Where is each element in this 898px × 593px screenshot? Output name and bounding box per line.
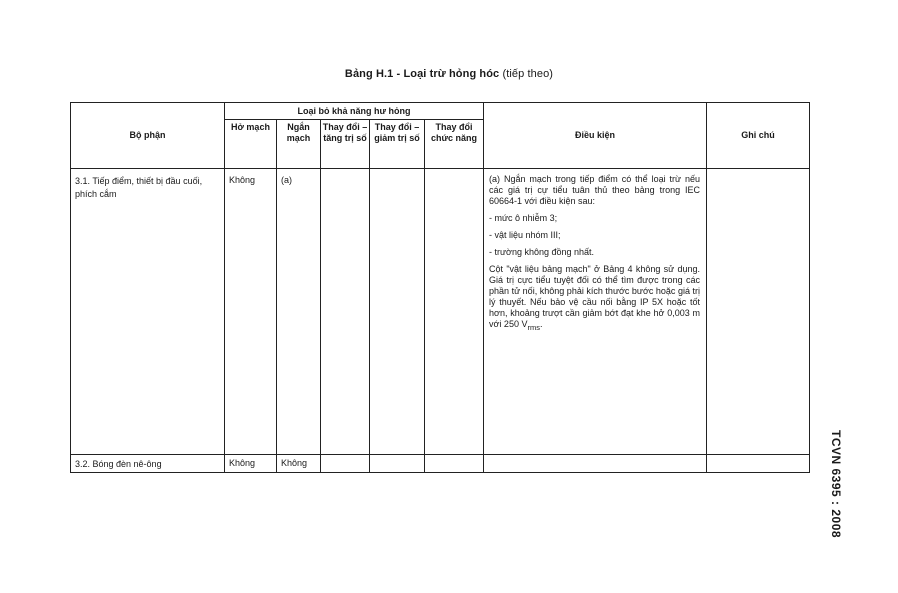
- row1-condition: [484, 169, 707, 455]
- condition-paragraph-b-end: .: [539, 319, 543, 329]
- table-row: [71, 169, 810, 455]
- rms-subscript: rms: [527, 322, 540, 332]
- condition-paragraph-a: (a) Ngắn mạch trong tiếp điểm có thể loại trừ nếu các giá trị cự tiểu tuân thủ theo bảng trong IEC 60664-1 với điều kiện sau:: [489, 174, 701, 206]
- table-title-main: Bảng H.1 - Loại trừ hỏng hóc: [344, 68, 500, 80]
- row1-note: [707, 169, 810, 455]
- header-function-change: Thay đổi chức năng: [425, 120, 484, 169]
- condition-paragraph-b-text: Cột "vật liệu bảng mạch" ở Bảng 4 không sử dụng. Giá trị cực tiểu tuyệt đối có thể tìm được trong các phần tử nối, không phải kích thước bước hoặc giá trị lý thuyết. Nếu bảo vệ cầu nối bằng IP 5X hoặc tốt hơn, khoảng trượt cần giảm bớt đạt khe hở 0,003 m với 250 V: [489, 264, 701, 329]
- row2-short: Không: [277, 455, 321, 473]
- condition-bullet: - trường không đồng nhất.: [489, 247, 595, 257]
- header-condition: Điều kiện: [484, 103, 707, 169]
- header-value-increase: Thay đổi – tăng trị số: [321, 120, 370, 169]
- row2-dec: [370, 455, 425, 473]
- row1-dec: [370, 169, 425, 455]
- row1-func: [425, 169, 484, 455]
- table-row: [71, 455, 810, 473]
- row2-open: Không: [225, 455, 277, 473]
- header-value-decrease: Thay đổi – giảm trị số: [370, 120, 425, 169]
- header-open-circuit: Hở mạch: [225, 120, 277, 169]
- failure-exclusion-table: [70, 102, 810, 473]
- row2-note: [707, 455, 810, 473]
- header-failure-group: Loại bỏ khả năng hư hỏng: [225, 103, 484, 120]
- standard-code: TCVN 6395 : 2008: [829, 430, 843, 539]
- row2-condition: [484, 455, 707, 473]
- condition-paragraph-b: [489, 264, 700, 333]
- header-part: Bộ phận: [71, 103, 225, 169]
- header-short-circuit: Ngắn mạch: [277, 120, 321, 169]
- header-note: Ghi chú: [707, 103, 810, 169]
- table-title-suffix: (tiếp theo): [502, 68, 554, 80]
- row2-inc: [321, 455, 370, 473]
- row2-func: [425, 455, 484, 473]
- row1-part: 3.1. Tiếp điểm, thiết bị đầu cuối, phích cắm: [71, 169, 225, 455]
- condition-bullet: - mức ô nhiễm 3;: [489, 213, 558, 223]
- row2-part: 3.2. Bóng đèn nê-ông: [71, 455, 225, 473]
- row1-short: (a): [277, 169, 321, 455]
- row1-inc: [321, 169, 370, 455]
- row1-open: Không: [225, 169, 277, 455]
- table-title: [0, 68, 898, 80]
- condition-bullet: - vật liệu nhóm III;: [489, 230, 561, 240]
